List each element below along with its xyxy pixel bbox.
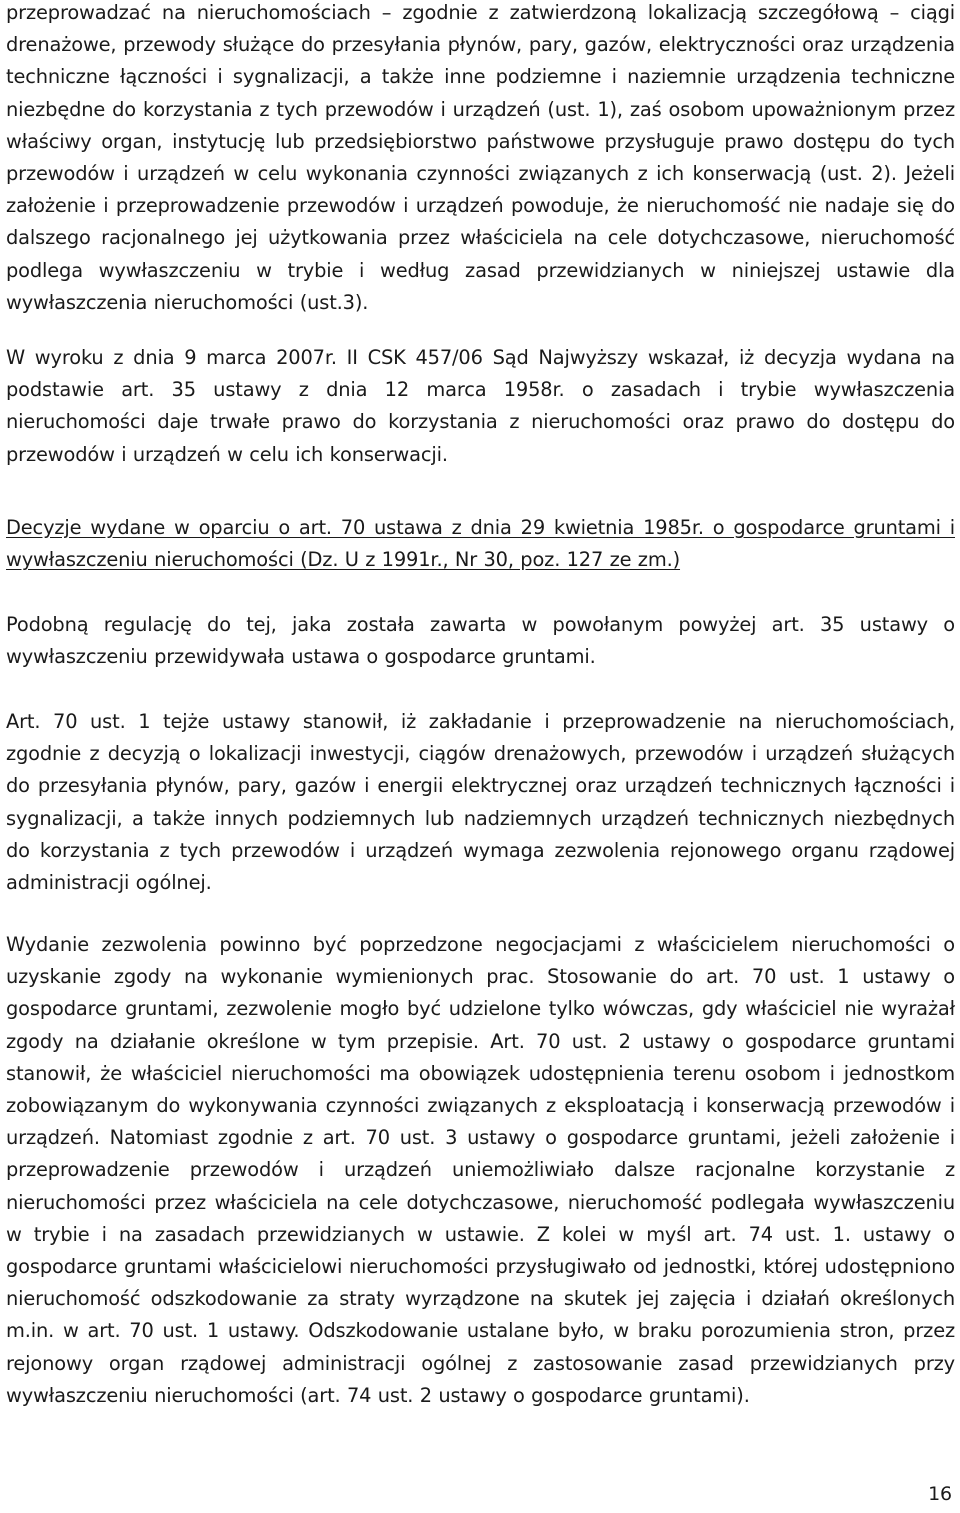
- paragraph-easement-rights: przeprowadzać na nieruchomościach – zgodnie z zatwierdzoną lokalizacją szczegółową – ciągi drenażowe, przewody służące do przesyłania płynów, pary, gazów, elektryczności oraz urządzenia techniczne łączności i sygnalizacji, a także inne podziemne i naziemnie urządzenia techniczne niezbędne do korzystania z tych przewodów i urządzeń (ust. 1), zaś osobom upoważnionym przez właściwy organ, instytucję lub przedsiębiorstwo państwowe przysługuje prawo dostępu do tych przewodów i urządzeń w celu wykonania czynności związanych z ich konserwacją (ust. 2). Jeżeli założenie i przeprowadzenie przewodów i urządzeń powoduje, że nieruchomość nie nadaje się do dalszego racjonalnego jej użytkowania przez właściciela na cele dotychczasowe, nieruchomość podlega wywłaszczeniu w trybie i według zasad przewidzianych w niniejszej ustawie dla wywłaszczenia nieruchomości (ust.3).: [6, 1, 955, 314]
- paragraph-art-70-ust-1: Art. 70 ust. 1 tejże ustawy stanowił, iż zakładanie i przeprowadzenie na nieruchomościach, zgodnie z decyzją o lokalizacji inwestycji, ciągów drenażowych, przewodów i urządzeń służących do przesyłania płynów, pary, gazów i energii elektrycznej oraz urządzeń technicznych łączności i sygnalizacji, a także innych podziemnych lub nadziemnych urządzeń technicznych niezbędnych do korzystania z tych przewodów i urządzeń wymaga zezwolenia rejonowego organu rządowej administracji ogólnej.: [6, 710, 955, 895]
- section-heading-art-70-decisions: Decyzje wydane w oparciu o art. 70 ustawa z dnia 29 kwietnia 1985r. o gospodarce gruntami i wywłaszczeniu nieruchomości (Dz. U z 1991r., Nr 30, poz. 127 ze zm.): [6, 516, 955, 572]
- page-number: 16: [928, 1483, 952, 1505]
- paragraph-permit-issuance: Wydanie zezwolenia powinno być poprzedzone negocjacjami z właścicielem nieruchomości o uzyskanie zgody na wykonanie wymienionych prac. Stosowanie do art. 70 ust. 1 ustawy o gospodarce gruntami, zezwolenie mogło być udzielone tylko wówczas, gdy właściciel nie wyrażał zgody na działanie określone w tym przepisie. Art. 70 ust. 2 ustawy o gospodarce gruntami stanowił, że właściciel nieruchomości ma obowiązek udostępnienia terenu osobom i jednostkom zobowiązanym do wykonywania czynności związanych z eksploatacją i konserwacją przewodów i urządzeń. Natomiast zgodnie z art. 70 ust. 3 ustawy o gospodarce gruntami, jeżeli założenie i przeprowadzenie przewodów i urządzeń uniemożliwiało dalsze racjonalne korzystanie z nieruchomości przez właściciela na cele dotychczasowe, nieruchomość podlegała wywłaszczeniu w trybie i na zasadach przewidzianych w ustawie. Z kolei w myśl art. 74 ust. 1. ustawy o gospodarce gruntami właścicielowi nieruchomości przysługiwało od jednostki, której udostępniono nieruchomość odszkodowanie za straty wyrządzone na skutek jej zajęcia i działań określonych m.in. w art. 70 ust. 1 ustawy. Odszkodowanie ustalane było, w braku porozumienia stron, przez rejonowy organ rządowej administracji ogólnej z zastosowanie zasad przewidzianych przy wywłaszczeniu nieruchomości (art. 74 ust. 2 ustawy o gospodarce gruntami).: [6, 933, 955, 1407]
- paragraph-supreme-court-ruling: W wyroku z dnia 9 marca 2007r. II CSK 457/06 Sąd Najwyższy wskazał, iż decyzja wydana na podstawie art. 35 ustawy z dnia 12 marca 1958r. o zasadach i trybie wywłaszczenia nieruchomości daje trwałe prawo do korzystania z nieruchomości oraz prawo do dostępu do przewodów i urządzeń w celu ich konserwacji.: [6, 346, 955, 466]
- paragraph-similar-regulation: Podobną regulację do tej, jaka została zawarta w powołanym powyżej art. 35 ustawy o wywłaszczeniu przewidywała ustawa o gospodarce gruntami.: [6, 613, 955, 669]
